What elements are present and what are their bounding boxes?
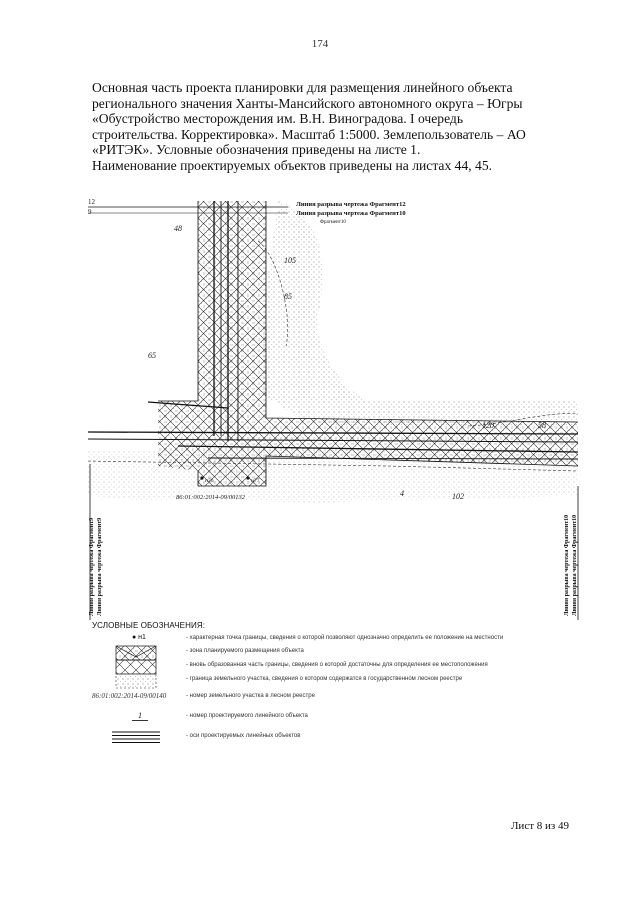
heading-line: строительства. Корректировка». Масштаб 1:5000. Землепользователь – АО	[92, 126, 526, 142]
heading-line: Основная часть проекта планировки для размещения линейного объекта	[92, 80, 513, 95]
planning-map	[88, 196, 580, 620]
break-line-label: Линия разрыва чертежа Фрагмент9	[97, 517, 103, 616]
legend-text: - граница земельного участка, сведения о котором содержатся в государственном лесном реестре	[186, 676, 463, 682]
legend-item	[92, 710, 582, 726]
document-heading	[92, 80, 562, 173]
object-number-symbol	[92, 710, 180, 726]
boundary-point	[246, 476, 249, 479]
legend-cadastral-glyph: 86:01:002:2014-09/00140	[92, 692, 167, 700]
legend-text: - оси проектируемых линейных объектов	[186, 733, 301, 739]
break-line-label: Линия разрыва чертежа Фрагмент9	[89, 517, 95, 616]
heading-line: «Обустройство месторождения им. В.Н. Виноградова. I очередь	[92, 111, 464, 126]
cadastral-number: 86:01:002:2014-09/00132	[176, 494, 245, 501]
map-drawing	[88, 196, 580, 620]
plot-number: 85	[284, 292, 292, 301]
plot-number: 102	[452, 492, 464, 501]
plot-number: 105	[284, 256, 296, 265]
plot-number: 48	[174, 224, 182, 233]
heading-line: «РИТЭК». Условные обозначения приведены на листе 1.	[92, 142, 421, 157]
planned-zone-vertical	[198, 201, 266, 401]
plot-number: 4	[400, 489, 404, 498]
point-label: н77	[251, 478, 260, 484]
break-line-label: Линия разрыва чертежа Фрагмент10	[564, 514, 570, 616]
legend-text: - вновь образованная часть границы, сведения о которой достаточны для определения ее местоположения	[186, 662, 488, 668]
fragment-label: Фрагмент10	[320, 220, 346, 225]
legend-text: - зона планируемого размещения объекта	[186, 648, 304, 654]
forest-plot-symbol	[92, 673, 180, 689]
boundary-point	[200, 476, 203, 479]
legend-object-glyph: 1	[132, 711, 148, 721]
legend-item	[92, 673, 582, 689]
legend-item	[92, 690, 582, 706]
break-line-label: Линия разрыва чертежа Фрагмент10	[572, 514, 578, 616]
page-number: 174	[311, 38, 329, 50]
plot-number: 65	[148, 351, 156, 360]
cadastral-symbol	[92, 690, 180, 706]
sheet-number: Лист 8 из 49	[510, 820, 569, 832]
heading-line: Наименование проектируемых объектов приведены на листах 44, 45.	[92, 157, 493, 173]
legend-text: - номер проектируемого линейного объекта	[186, 713, 308, 719]
point-label: н76	[205, 478, 214, 484]
plot-number: 120	[482, 421, 494, 430]
break-line-label: Линия разрыва чертежа Фрагмент10	[296, 210, 406, 217]
edge-mark: 9	[88, 208, 92, 216]
legend-point-glyph: ● н1	[132, 634, 146, 641]
break-line-label: Линия разрыва чертежа Фрагмент12	[296, 201, 406, 208]
legend-text: - характерная точка границы, сведения о которой позволяют однозначно определить ее положение на местности	[186, 635, 504, 641]
edge-mark: 12	[88, 198, 95, 206]
stippled-area	[263, 201, 578, 426]
axis-lines-symbol	[92, 730, 180, 746]
legend-text: - номер земельного участка в лесном реестре	[186, 693, 315, 699]
plot-number: 58	[538, 421, 546, 430]
legend-title: УСЛОВНЫЕ ОБОЗНАЧЕНИЯ:	[92, 621, 206, 630]
heading-line: регионального значения Ханты-Мансийского автономного округа – Югры	[92, 95, 523, 111]
legend-item	[92, 730, 582, 746]
